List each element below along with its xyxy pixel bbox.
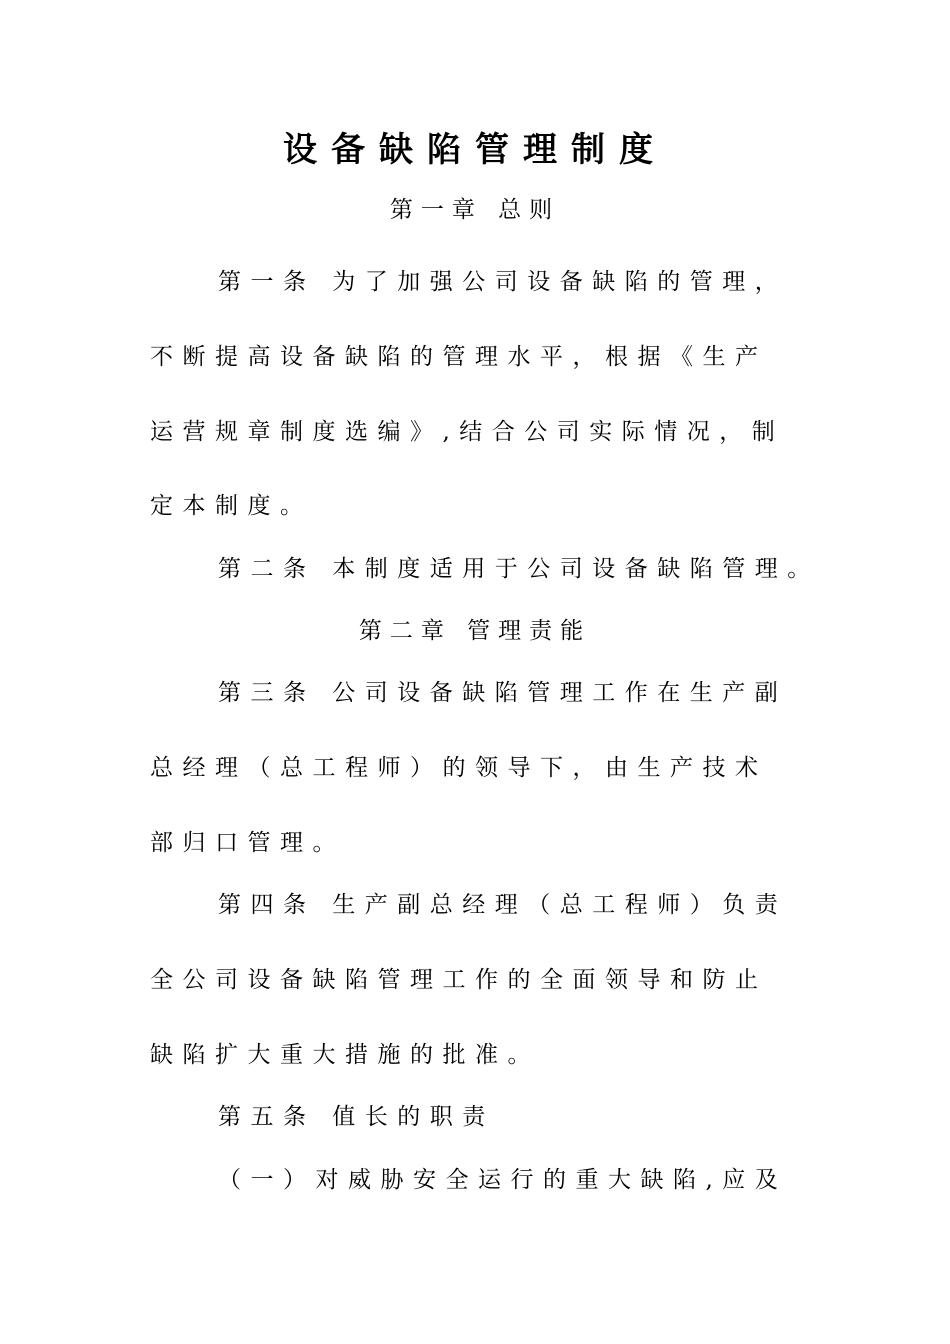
article-1-line-4: 定本制度。 [150,493,313,519]
article-4-line-3: 缺陷扩大重大措施的批准。 [150,1042,540,1068]
chapter-2-heading: 第二章 管理责能 [358,618,592,644]
document-title: 设备缺陷管理制度 [283,130,667,170]
article-1-line-2: 不断提高设备缺陷的管理水平，根据《生产 [150,344,768,370]
article-3-line-1: 第三条 公司设备缺陷管理工作在生产副 [218,680,788,706]
article-1-line-1: 第一条 为了加强公司设备缺陷的管理， [218,269,788,295]
article-5-item-1: （一）对威胁安全运行的重大缺陷,应及 [218,1167,788,1193]
article-1-line-3: 运营规章制度选编》,结合公司实际情况，制 [150,419,785,445]
article-5-heading: 第五条 值长的职责 [218,1104,495,1130]
article-4-line-2: 全公司设备缺陷管理工作的全面领导和防止 [150,967,768,993]
chapter-1-heading: 第一章 总则 [389,197,561,223]
article-2: 第二条 本制度适用于公司设备缺陷管理。 [218,556,820,582]
article-4-line-1: 第四条 生产副总经理（总工程师）负责 [218,892,788,918]
article-3-line-2: 总经理（总工程师）的领导下，由生产技术 [150,755,768,781]
article-3-line-3: 部归口管理。 [150,830,345,856]
